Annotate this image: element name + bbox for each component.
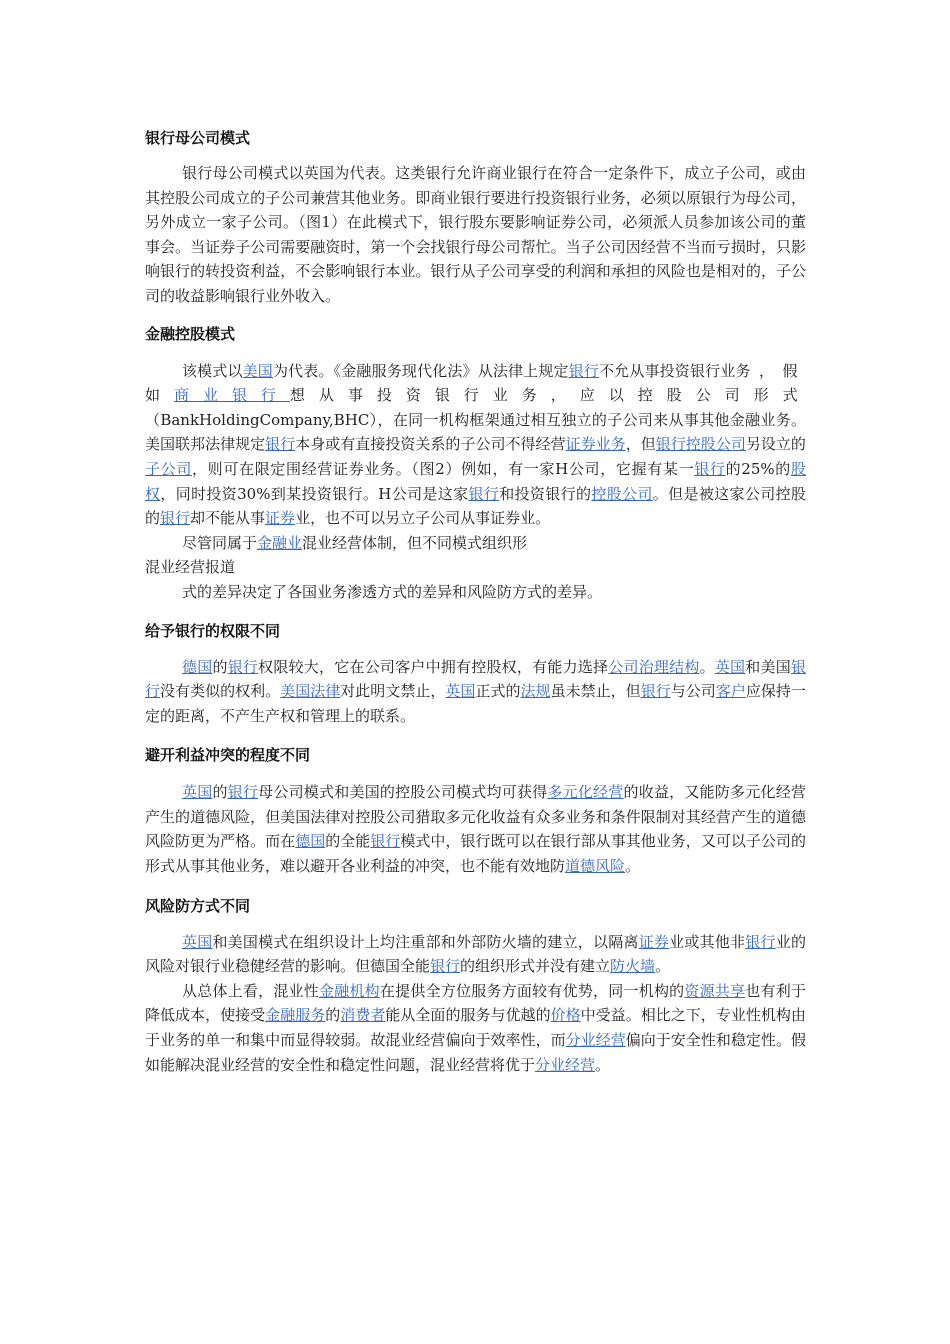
text: ，则可在限定围经营证券业务。（图2）例如，有一家H公司，它握有某一	[192, 459, 695, 478]
link-diversification[interactable]: 多元化经营	[547, 783, 624, 802]
paragraph-bank-authority	[145, 655, 806, 729]
text: 从总体上看，混业性	[182, 981, 320, 1000]
text: 。	[699, 657, 715, 676]
link-germany[interactable]: 德国	[295, 832, 326, 851]
link-bank[interactable]: 银行	[640, 682, 671, 701]
link-uk[interactable]: 英国	[445, 682, 476, 701]
link-us-law[interactable]: 美国法律	[280, 682, 341, 701]
text: 的收益，又能防多元化经营产生的道德风险，但美国法律对控股公司猎取多元化收益有众多业务和条件限制对其经营产生的道德风险防更为严格。而在	[145, 783, 806, 851]
text: 另设立的	[745, 435, 806, 454]
section-heading-bank-parent-model: 银行母公司模式	[145, 129, 251, 147]
link-bank[interactable]: 银行	[227, 783, 259, 802]
paragraph-mixed-report: 混业经营报道	[145, 558, 236, 577]
link-consumer[interactable]: 消费者	[340, 1006, 386, 1025]
link-corporate-governance[interactable]: 公司治理结构	[608, 657, 700, 676]
text: 能从全面的服务与优越的	[385, 1006, 551, 1025]
text: 模式中，银行既可以在银行部从事其他业务，又可以子公司的形式从事其他业务，难以避开各业利益的冲突，也不能有效地防	[145, 832, 806, 876]
link-resource-sharing[interactable]: 资源共享	[684, 981, 746, 1000]
text: 想从事投资银行业务，应以控股公司形式	[289, 386, 807, 405]
link-securities[interactable]: 证券	[265, 509, 296, 528]
paragraph-financial-holding-model	[145, 359, 806, 531]
section-heading-risk-prevention: 风险防方式不同	[145, 896, 251, 915]
text: 的	[212, 783, 228, 802]
link-holding-company[interactable]: 控股公司	[591, 484, 653, 503]
link-germany[interactable]: 德国	[182, 657, 213, 676]
text: 和投资银行的	[499, 484, 592, 503]
text: 不允从事投资银行业	[599, 361, 736, 380]
link-moral-hazard[interactable]: 道德风险	[565, 857, 626, 876]
text: 母公司模式和美国的控股公司模式均可获得	[258, 783, 548, 802]
link-equity[interactable]: 股权	[145, 459, 806, 503]
text: 权限较大，它在公司客户中拥有控股权，有能力选择	[258, 657, 609, 676]
text: 虽未禁止，但	[550, 682, 641, 701]
text: 的	[212, 657, 228, 676]
text: 务，假如	[145, 361, 806, 405]
link-bank[interactable]: 银行	[265, 435, 296, 454]
link-uk[interactable]: 英国	[714, 657, 746, 676]
text: 的25%的	[725, 459, 791, 478]
section-heading-financial-holding-model: 金融控股模式	[145, 324, 236, 343]
text: 的组织形式并没有建立	[460, 957, 611, 976]
link-bank[interactable]: 银行	[370, 832, 401, 851]
link-uk[interactable]: 英国	[182, 932, 213, 951]
section-heading-conflict-avoidance: 避开利益冲突的程度不同	[145, 746, 311, 765]
link-separate-operation[interactable]: 分业经营	[535, 1055, 596, 1074]
link-securities-business[interactable]: 证券业务	[565, 435, 626, 454]
paragraph-firewall	[145, 930, 806, 979]
text: （BankHoldingCompany,BHC），在同一机构框架通过相互独立的子公司来从事其他金融业务。美国联邦法律规定	[145, 410, 806, 454]
text: 应保持一定的距离，不产生产权和管理上的联系。	[145, 682, 806, 725]
link-bank[interactable]: 银行	[468, 484, 500, 503]
text: ，但	[625, 435, 656, 454]
link-bank[interactable]: 银行	[568, 361, 599, 380]
text: 没有类似的权利。	[160, 682, 281, 701]
link-regulation[interactable]: 法规	[520, 682, 551, 701]
link-commercial-bank[interactable]: 商业银行	[173, 386, 290, 405]
paragraph-conflict-avoidance	[145, 780, 806, 878]
text: 。但是被这家公司控股的	[145, 484, 806, 528]
text: 正式的	[475, 682, 521, 701]
text: 对此明文禁止，	[340, 682, 446, 701]
link-financial-institution[interactable]: 金融机构	[319, 981, 380, 1000]
text: 尽管同属于	[182, 533, 258, 552]
link-price[interactable]: 价格	[550, 1006, 581, 1025]
text: 偏向于安全性和稳定性。假如能解决混业经营的安全性和稳定性问题，混业经营将优于	[145, 1031, 806, 1074]
text: 却不能从事	[190, 509, 266, 528]
text: 也有利于降低成本，使接受	[145, 981, 806, 1025]
text: 该模式以	[182, 361, 243, 380]
text: ，同时投资30%到某投资银行。H公司是这家	[160, 484, 469, 503]
paragraph-summary	[145, 979, 806, 1077]
text: 业，也不可以另立子公司从事证券业。	[295, 509, 551, 528]
link-separate-operation[interactable]: 分业经营	[565, 1031, 626, 1050]
section-heading-bank-authority: 给予银行的权限不同	[145, 621, 281, 640]
text: 的	[325, 1006, 341, 1025]
link-securities[interactable]: 证券	[638, 932, 670, 951]
link-subsidiary[interactable]: 子公司	[145, 459, 193, 478]
paragraph-differences: 式的差异决定了各国业务渗透方式的差异和风险防方式的差异。	[182, 582, 603, 601]
link-bank[interactable]: 银行	[745, 932, 776, 951]
text: 。	[625, 857, 641, 876]
text: 。	[595, 1055, 611, 1074]
link-bank[interactable]: 银行	[430, 957, 461, 976]
paragraph-mixed-operation	[145, 531, 806, 556]
text: 和美国模式在组织设计上均注重部和外部防火墙的建立，以隔离	[212, 932, 639, 951]
text: 在提供全方位服务方面较有优势，同一机构的	[379, 981, 685, 1000]
text: 中受益。相比之下，专业性机构由于业务的单一和集中而显得较弱。故混业经营偏向于效率性，而	[145, 1006, 806, 1050]
text: 。	[655, 957, 671, 976]
link-bank-holding-company[interactable]: 银行控股公司	[655, 435, 746, 454]
document-page	[145, 118, 806, 1077]
link-uk[interactable]: 英国	[182, 783, 213, 802]
link-bank[interactable]: 银行	[145, 657, 806, 701]
text: 业或其他非	[669, 932, 746, 951]
text: 为代表。《金融服务现代化法》从法律上规定	[272, 361, 569, 380]
text: 业的风险对银行业稳健经营的影响。但德国全能	[145, 932, 806, 976]
text: 混业经营体制，但不同模式组织形	[302, 533, 528, 552]
text: 的全能	[325, 832, 371, 851]
link-financial-services[interactable]: 金融服务	[265, 1006, 326, 1025]
text: 和美国	[745, 657, 791, 676]
link-bank[interactable]: 银行	[227, 657, 259, 676]
link-financial-industry[interactable]: 金融业	[257, 533, 303, 552]
paragraph-bank-parent-model: 银行母公司模式以英国为代表。这类银行允许商业银行在符合一定条件下，成立子公司，或由其控股公司成立的子公司兼营其他业务。即商业银行要进行投资银行业务，必须以原银行为母公司，另外成立一家子公司。（图1）在此模式下，银行股东要影响证券公司，必须派人员参加该公司的董事会。当证券子公司需要融资时，第一个会找银行母公司帮忙。当子公司因经营不当而亏损时，只影响银行的转投资利益，不会影响银行本业。银行从子公司享受的利润和承担的风险也是相对的，子公司的收益影响银行业外收入。	[145, 164, 806, 305]
link-bank[interactable]: 银行	[694, 459, 726, 478]
link-firewall[interactable]: 防火墙	[610, 957, 656, 976]
link-bank[interactable]: 银行	[160, 509, 191, 528]
link-usa[interactable]: 美国	[242, 361, 273, 380]
link-customer[interactable]: 客户	[715, 682, 746, 701]
text: 本身或有直接投资关系的子公司不得经营	[295, 435, 566, 454]
text: 与公司	[670, 682, 716, 701]
